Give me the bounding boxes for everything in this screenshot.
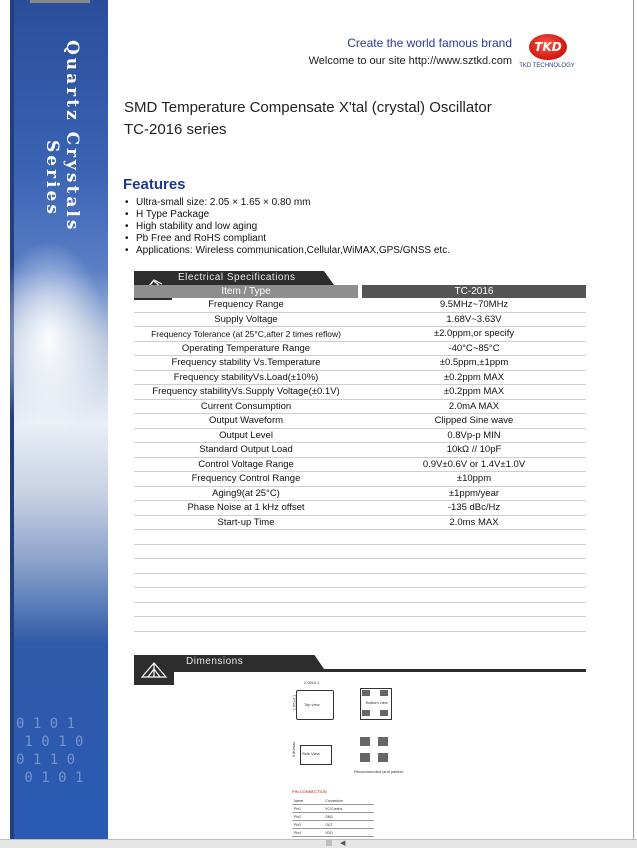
feature-item: • High stability and low aging — [125, 221, 258, 232]
spec-item — [134, 617, 358, 632]
bullet-icon: • — [125, 197, 129, 208]
spec-row — [134, 457, 586, 472]
bullet-icon: • — [125, 233, 129, 244]
features-list — [125, 197, 450, 257]
spec-body — [134, 298, 586, 631]
spec-item: Supply Voltage — [134, 312, 358, 327]
spec-item: Frequency stability Vs.Temperature — [134, 356, 358, 371]
pin-name: Name — [292, 797, 323, 805]
spec-item: Output Waveform — [134, 414, 358, 429]
spec-value: -40°C~85°C — [362, 341, 586, 356]
spec-value: ±2.0ppm,or specify — [362, 327, 586, 342]
spec-row — [134, 588, 586, 603]
scroll-left-icon[interactable]: ◀ — [340, 840, 346, 847]
spec-item: Current Consumption — [134, 399, 358, 414]
spec-item: Start-up Time — [134, 515, 358, 530]
spec-row — [134, 443, 586, 458]
spec-value — [362, 573, 586, 588]
top-view-label: Top view — [304, 702, 320, 707]
spec-item: Frequency Tolerance (at 25°C,after 2 times reflow) — [134, 327, 358, 342]
spec-row — [134, 573, 586, 588]
spec-value: ±1ppm/year — [362, 486, 586, 501]
bullet-icon: • — [125, 221, 129, 232]
spec-value: Clipped Sine wave — [362, 414, 586, 429]
spec-item: Aging9(at 25°C) — [134, 486, 358, 501]
brand-slogan: Create the world famous brand — [347, 36, 512, 50]
spec-item — [134, 544, 358, 559]
spec-item — [134, 602, 358, 617]
logo-subtitle: TKD TECHNOLOGY — [519, 63, 575, 69]
pin-row — [292, 797, 374, 805]
pin-row — [292, 805, 374, 813]
spec-row — [134, 559, 586, 574]
land-pattern-drawing — [350, 733, 406, 779]
spec-item — [134, 559, 358, 574]
spec-value: 0.8Vp-p MIN — [362, 428, 586, 443]
spec-row — [134, 399, 586, 414]
product-series: TC-2016 series — [124, 121, 227, 138]
pin-name: Pin3 — [292, 821, 323, 829]
spec-value: 2.0ms MAX — [362, 515, 586, 530]
spec-value: 1.68V~3.63V — [362, 312, 586, 327]
electrical-section-label: Electrical Specifications — [178, 272, 296, 283]
spec-value: -135 dBc/Hz — [362, 501, 586, 516]
spec-item — [134, 588, 358, 603]
col-model: TC-2016 — [362, 285, 586, 298]
spec-header-row — [134, 285, 586, 298]
feature-item: • Applications: Wireless communication,Cellular,WiMAX,GPS/GNSS etc. — [125, 245, 450, 256]
spec-row — [134, 428, 586, 443]
product-title: SMD Temperature Compensate X'tal (crystal) Oscillator — [124, 99, 492, 116]
spec-row — [134, 298, 586, 312]
spec-item: Frequency stabilityVs.Load(±10%) — [134, 370, 358, 385]
col-item-type: Item / Type — [134, 285, 358, 298]
top-marker — [30, 0, 90, 3]
spec-value — [362, 559, 586, 574]
bullet-icon: • — [125, 245, 129, 256]
pin-row — [292, 821, 374, 829]
side-title — [42, 40, 86, 240]
pin-connection: VDD — [323, 829, 374, 837]
spec-row — [134, 617, 586, 632]
spec-item — [134, 573, 358, 588]
side-view-label: Side View — [302, 751, 320, 756]
spec-row — [134, 414, 586, 429]
spec-row — [134, 312, 586, 327]
dimensions-section-label: Dimensions — [186, 656, 244, 667]
spec-item — [134, 530, 358, 545]
top-view-drawing: 2.05±0.1 Top view 1.65±0.1 — [290, 680, 340, 722]
pin-connection-caption: PIN CONNECTION — [292, 789, 327, 794]
spec-item: Operating Temperature Range — [134, 341, 358, 356]
logo-text: TKD — [534, 40, 562, 54]
spec-value: 10kΩ // 10pF — [362, 443, 586, 458]
logo-oval — [529, 34, 567, 60]
spec-row — [134, 501, 586, 516]
spec-value — [362, 602, 586, 617]
spec-value: 2.0mA MAX — [362, 399, 586, 414]
spec-row — [134, 356, 586, 371]
banner-light — [10, 240, 108, 440]
spec-value: 0.9V±0.6V or 1.4V±1.0V — [362, 457, 586, 472]
pin-name: Pin4 — [292, 829, 323, 837]
spec-value — [362, 544, 586, 559]
spec-item: Frequency stabilityVs.Supply Voltage(±0.1V) — [134, 385, 358, 400]
pin-name: Pin2 — [292, 813, 323, 821]
bottom-view-drawing — [352, 680, 400, 726]
spec-value: ±10ppm — [362, 472, 586, 487]
feature-item: • Ultra-small size: 2.05 × 1.65 × 0.80 mm — [125, 197, 311, 208]
side-title-line2: Series — [42, 140, 62, 217]
spec-value — [362, 588, 586, 603]
dimension-icon — [134, 655, 174, 685]
dimensions-section-bar — [134, 655, 324, 683]
bullet-icon: • — [125, 209, 129, 220]
spec-item: Standard Output Load — [134, 443, 358, 458]
features-heading: Features — [123, 176, 186, 193]
side-title-line1: Quartz Crystals — [62, 40, 82, 233]
spec-row — [134, 327, 586, 342]
spec-row — [134, 602, 586, 617]
spec-item: Frequency Control Range — [134, 472, 358, 487]
spec-item: Output Level — [134, 428, 358, 443]
spec-value: ±0.2ppm MAX — [362, 385, 586, 400]
spec-row — [134, 472, 586, 487]
spec-row — [134, 341, 586, 356]
pin-connection: Connection — [323, 797, 374, 805]
pin-connection: GND — [323, 813, 374, 821]
scroll-thumb[interactable] — [326, 840, 332, 846]
feature-item: • Pb Free and RoHS compliant — [125, 233, 267, 244]
welcome-text[interactable]: Welcome to our site http://www.sztkd.com — [308, 55, 512, 67]
spec-value — [362, 530, 586, 545]
pin-row — [292, 829, 374, 837]
bottom-view-label: Bottom view — [366, 700, 388, 705]
pin-connection: OUT — [323, 821, 374, 829]
pin-row — [292, 813, 374, 821]
spec-row — [134, 370, 586, 385]
side-banner — [10, 0, 108, 847]
spec-table — [134, 285, 586, 632]
spec-item: Frequency Range — [134, 298, 358, 312]
spec-value — [362, 617, 586, 632]
spec-row — [134, 544, 586, 559]
feature-item: • H Type Package — [125, 209, 210, 220]
spec-row — [134, 515, 586, 530]
spec-value: 9.5MHz~70MHz — [362, 298, 586, 312]
section-rule — [134, 669, 586, 672]
spec-value: ±0.2ppm MAX — [362, 370, 586, 385]
tkd-logo — [517, 34, 577, 74]
spec-item: Phase Noise at 1 kHz offset — [134, 501, 358, 516]
spec-row — [134, 385, 586, 400]
pin-table — [292, 797, 374, 837]
spec-item: Control Voltage Range — [134, 457, 358, 472]
spec-value: ±0.5ppm,±1ppm — [362, 356, 586, 371]
pin-connection: VC/Control — [323, 805, 374, 813]
side-view-drawing: Side View 0.80max — [290, 735, 338, 775]
spec-row — [134, 486, 586, 501]
binary-pattern: 0 1 0 1 1 0 1 0 0 1 1 0 0 1 0 1 — [16, 716, 84, 786]
pin-name: Pin1 — [292, 805, 323, 813]
land-pattern-label: Recommended land pattern — [354, 769, 404, 774]
spec-row — [134, 530, 586, 545]
